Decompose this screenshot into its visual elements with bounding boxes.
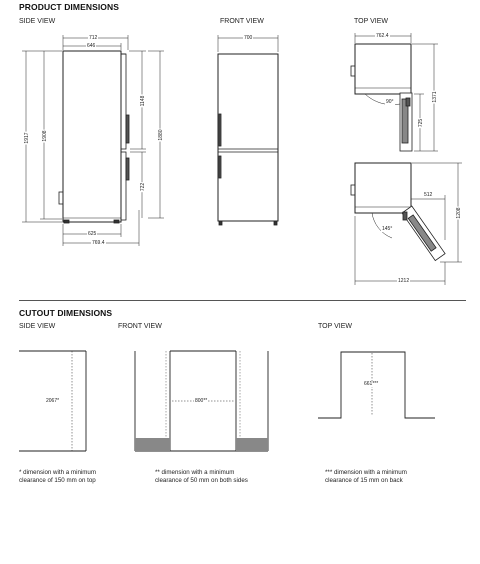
dim-661: 661***	[364, 381, 379, 387]
dim-1908: 1908	[42, 130, 48, 142]
cutout-top-note: *** dimension with a minimum clearance of 15 mm on back	[325, 469, 407, 484]
dim-712: 712	[89, 35, 98, 41]
dim-angle-145: 145°	[382, 226, 393, 232]
cutout-dimensions-heading: CUTOUT DIMENSIONS	[19, 308, 113, 318]
dim-769-4: 769.4	[92, 240, 105, 246]
dim-800: 800**	[195, 398, 208, 404]
dim-700: 700	[244, 35, 253, 41]
top-view-90-drawing	[351, 44, 412, 151]
front-view-fridge-drawing	[218, 54, 278, 225]
dim-1148: 1148	[140, 95, 146, 107]
front-view-label: FRONT VIEW	[220, 18, 264, 25]
cutout-side-note: * dimension with a minimum clearance of 150 mm on top	[19, 469, 97, 484]
dim-1208: 1208	[456, 207, 462, 219]
dim-762-4: 762.4	[376, 33, 389, 39]
dim-1371: 1371	[432, 91, 438, 103]
cutout-front-note: ** dimension with a minimum clearance of 50 mm on both sides	[155, 469, 248, 484]
side-view-fridge-drawing	[59, 51, 129, 223]
dim-1917: 1917	[24, 132, 30, 144]
cutout-front-view-label: FRONT VIEW	[118, 323, 162, 330]
cutout-side-view-label: SIDE VIEW	[19, 323, 56, 330]
dim-angle-90: 90°	[386, 99, 394, 105]
side-view-label: SIDE VIEW	[19, 18, 56, 25]
dim-1212: 1212	[398, 278, 410, 284]
dim-512: 512	[424, 192, 433, 198]
dim-625: 625	[88, 231, 97, 237]
product-dimensions-heading: PRODUCT DIMENSIONS	[19, 2, 120, 12]
dim-1880: 1880	[158, 129, 164, 141]
dim-725: 725	[418, 118, 424, 128]
dim-646: 646	[87, 43, 96, 49]
cutout-top-view-label: TOP VIEW	[318, 323, 352, 330]
top-view-label: TOP VIEW	[354, 18, 388, 25]
top-view-145-drawing	[351, 163, 445, 261]
dim-2067: 2067*	[46, 398, 60, 404]
dim-722: 722	[140, 182, 146, 192]
